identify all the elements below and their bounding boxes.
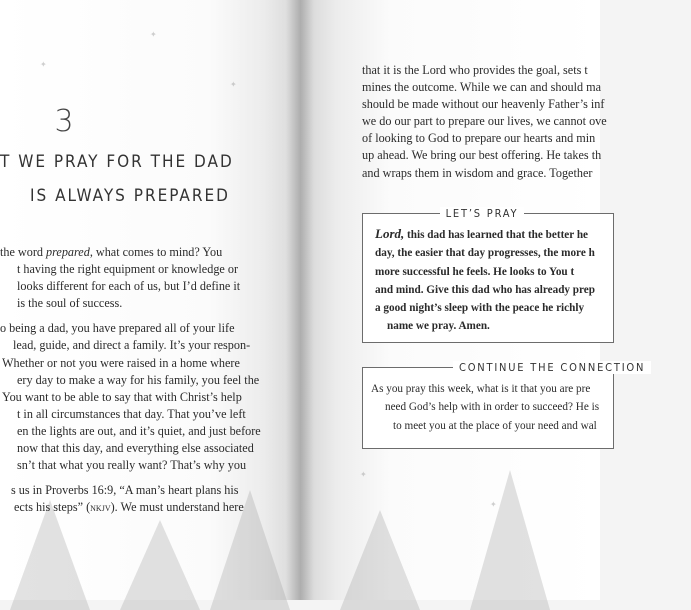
chapter-number: 3 [54,104,74,139]
text-line: day, the easier that day progresses, the more h [375,247,595,260]
text-line: mines the outcome. While we can and should ma [362,80,602,95]
text-line: a good night’s sleep with the peace he richly [375,302,585,315]
snowflake-icon: ✦ [490,500,497,509]
text-line: more successful he feels. He looks to You t [375,265,575,278]
snowflake-icon: ✦ [40,60,47,69]
lets-pray-box [362,207,614,343]
text-line: en the lights are out, and it’s quiet, and just before [17,423,261,438]
text-line: up ahead. We bring our best offering. He takes th [362,148,602,163]
right-body-text [362,62,607,182]
text-line: name we pray. Amen. [387,320,490,333]
snowflake-icon: ✦ [150,30,157,39]
continue-connection-box [362,361,646,449]
text-line: of looking to God to prepare our hearts and min [362,131,596,146]
snowflake-icon: ✦ [230,80,237,89]
text-line: the word prepared, what comes to mind? You [0,245,223,259]
text-line: should be made without our heavenly Father’s inf [362,97,605,112]
text-line: looks different for each of us, but I’d define it [17,279,241,294]
text-line: to meet you at the place of your need and wal [393,419,597,432]
tree-decoration [340,510,420,610]
text-line: Lord, this dad has learned that the better he [375,226,589,241]
lets-pray-heading: LET’S PRAY [440,207,525,220]
text-line: is the soul of success. [17,296,123,311]
tree-decoration [470,470,550,610]
text-line: As you pray this week, what is it that you are pre [371,383,591,395]
text-line: lead, guide, and direct a family. It’s your respon- [13,338,251,353]
tree-decoration [120,520,200,610]
connection-text [371,380,611,435]
text-line: ery day to make a way for his family, you feel the [17,372,260,387]
text-line: Whether or not you were raised in a home where [2,355,240,370]
text-line: sn’t that what you really want? That’s why you [17,458,247,473]
text-line: ects his steps” (nkjv). We must understand here [14,500,244,515]
text-line: and mind. Give this dad who has already prep [375,283,595,296]
continue-connection-heading: CONTINUE THE CONNECTION [453,361,651,374]
text-line: s us in Proverbs 16:9, “A man’s heart plans his [11,483,239,498]
text-line: t in all circumstances that day. That you’ve left [17,406,246,421]
prayer-opening: Lord, [375,226,405,241]
text-line: need God’s help with in order to succeed? He is [385,401,600,414]
text-line: that it is the Lord who provides the goal, sets t [362,63,588,77]
chapter-title-line-2: IS ALWAYS PREPARED [30,186,230,206]
left-page [0,0,300,600]
text-line: now that this day, and everything else associated [17,441,254,456]
text-line: we do our part to prepare our lives, we cannot ove [362,114,607,129]
chapter-title-line-1: T WE PRAY FOR THE DAD [0,152,234,172]
text-line: t having the right equipment or knowledge or [17,262,239,277]
left-body-text [0,244,290,517]
snowflake-icon: ✦ [360,470,367,479]
book-gutter [286,0,314,600]
prayer-text [375,225,611,336]
text-line: o being a dad, you have prepared all of your life [0,321,235,336]
text-line: You want to be able to say that with Christ’s help [2,389,242,404]
text-line: and wraps them in wisdom and grace. Together [362,165,593,180]
